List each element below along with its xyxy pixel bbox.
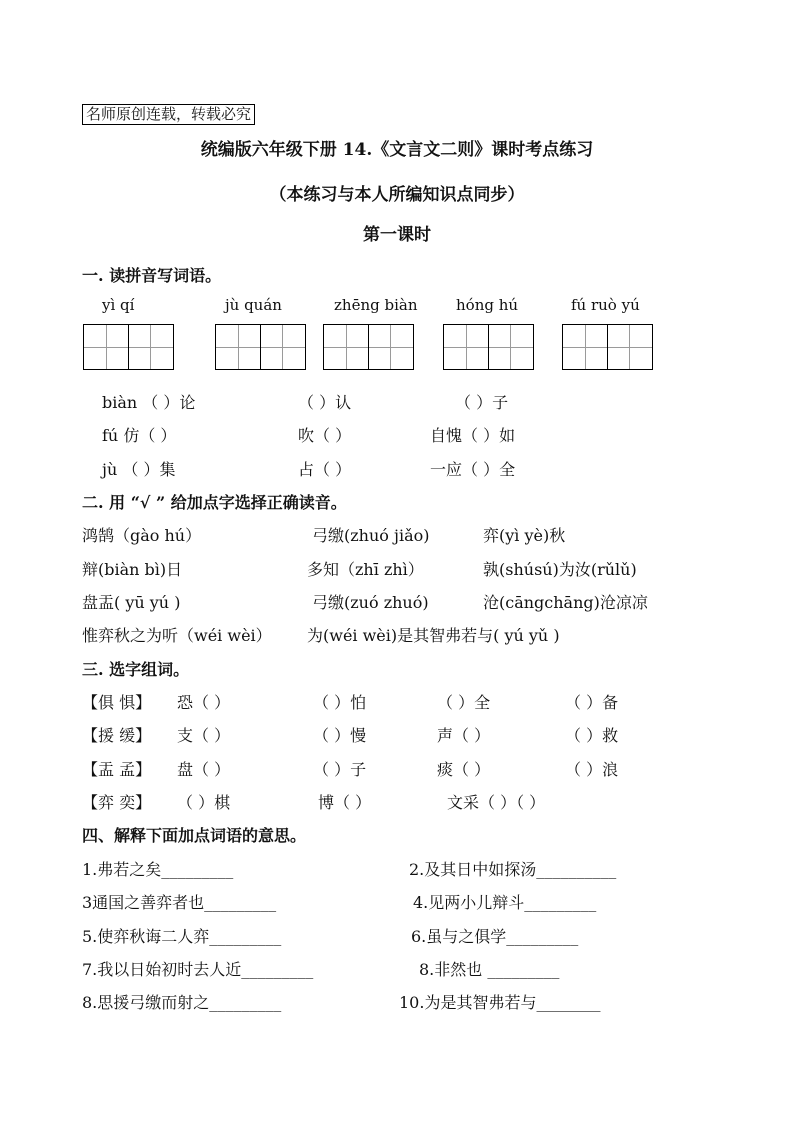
reading-item[interactable]: 鸿鹄（gào hú） xyxy=(82,526,202,545)
worksheet-subtitle: （本练习与本人所编知识点同步） xyxy=(269,185,525,205)
explain-item[interactable]: 7.我以日始初时去人近_________ xyxy=(82,960,314,979)
explain-item[interactable]: 8.思援弓缴而射之_________ xyxy=(82,993,282,1012)
word-blank[interactable]: 声（ ） xyxy=(437,726,491,745)
explain-item[interactable]: 5.使弈秋诲二人弈_________ xyxy=(82,927,282,946)
explain-item[interactable]: 8.非然也 _________ xyxy=(419,960,560,979)
pinyin-5: fú ruò yú xyxy=(571,296,640,314)
worksheet-title: 统编版六年级下册 14.《文言文二则》课时考点练习 xyxy=(200,140,594,160)
word-blank[interactable]: （ ）慢 xyxy=(313,726,367,745)
char-pair: 【援 缓】 xyxy=(82,726,152,745)
word-blank[interactable]: （ ）浪 xyxy=(565,760,619,779)
lesson-label: 第一课时 xyxy=(363,225,431,245)
fill-item: 吹（ ） xyxy=(298,426,352,445)
fill-item: 占（ ） xyxy=(298,460,352,479)
reading-item[interactable]: 多知（zhī zhì） xyxy=(307,560,424,579)
word-blank[interactable]: 博（ ） xyxy=(318,793,372,812)
section-2-heading: 二. 用 “√ ” 给加点字选择正确读音。 xyxy=(82,493,347,512)
pinyin-4: hóng hú xyxy=(456,296,519,314)
fill-item: jù （ ）集 xyxy=(102,460,176,479)
reading-item[interactable]: 弓缴(zhuó jiǎo) xyxy=(312,526,430,545)
fill-item: 一应（ ）全 xyxy=(430,460,516,479)
word-blank[interactable]: （ ）棋 xyxy=(177,793,231,812)
word-blank[interactable]: 文采（ ）（ ） xyxy=(447,793,546,812)
explain-item[interactable]: 1.弗若之矣_________ xyxy=(82,860,234,879)
writing-grid-2[interactable] xyxy=(215,324,306,370)
reading-item[interactable]: 弓缴(zuó zhuó) xyxy=(312,593,429,612)
reading-item[interactable]: 惟弈秋之为听（wéi wèi） xyxy=(82,626,272,645)
explain-item[interactable]: 2.及其日中如探汤__________ xyxy=(409,860,617,879)
word-blank[interactable]: （ ）备 xyxy=(565,693,619,712)
reading-item[interactable]: 弈(yì yè)秋 xyxy=(483,526,566,545)
writing-grid-5[interactable] xyxy=(562,324,653,370)
section-4-heading: 四、解释下面加点词语的意思。 xyxy=(82,826,307,845)
reading-item[interactable]: 沧(cāngchāng)沧凉凉 xyxy=(483,593,648,612)
copyright-badge: 名师原创连载，转载必究 xyxy=(82,104,255,125)
word-blank[interactable]: （ ）子 xyxy=(313,760,367,779)
word-blank[interactable]: 痰（ ） xyxy=(437,760,491,779)
reading-item[interactable]: 盘盂( yū yú ) xyxy=(82,593,181,612)
explain-item[interactable]: 10.为是其智弗若与________ xyxy=(399,993,601,1012)
word-blank[interactable]: （ ）怕 xyxy=(313,693,367,712)
fill-item: fú 仿（ ） xyxy=(102,426,177,445)
explain-item[interactable]: 6.虽与之俱学_________ xyxy=(411,927,579,946)
explain-item[interactable]: 4.见两小儿辩斗_________ xyxy=(413,893,597,912)
fill-item: （ ）子 xyxy=(455,393,509,412)
word-blank[interactable]: （ ）救 xyxy=(565,726,619,745)
writing-grid-3[interactable] xyxy=(323,324,414,370)
char-pair: 【盂 孟】 xyxy=(82,760,152,779)
reading-item[interactable]: 孰(shúsú)为汝(rǔlǔ) xyxy=(483,560,637,579)
section-1-heading: 一. 读拼音写词语。 xyxy=(82,266,222,285)
reading-item[interactable]: 为(wéi wèi)是其智弗若与( yú yǔ ) xyxy=(307,626,560,645)
char-pair: 【弈 奕】 xyxy=(82,793,152,812)
char-pair: 【俱 惧】 xyxy=(82,693,152,712)
fill-item: （ ）认 xyxy=(298,393,352,412)
fill-item: 自愧（ ）如 xyxy=(430,426,516,445)
word-blank[interactable]: 支（ ） xyxy=(177,726,231,745)
pinyin-2: jù quán xyxy=(225,296,282,314)
pinyin-3: zhēng biàn xyxy=(334,296,418,314)
reading-item[interactable]: 辩(biàn bì)日 xyxy=(82,560,183,579)
section-3-heading: 三. 选字组词。 xyxy=(82,660,190,679)
writing-grid-4[interactable] xyxy=(443,324,534,370)
fill-item: biàn （ ）论 xyxy=(102,393,196,412)
pinyin-1: yì qí xyxy=(102,296,135,314)
writing-grid-1[interactable] xyxy=(83,324,174,370)
word-blank[interactable]: （ ）全 xyxy=(437,693,491,712)
word-blank[interactable]: 盘（ ） xyxy=(177,760,231,779)
word-blank[interactable]: 恐（ ） xyxy=(177,693,231,712)
explain-item[interactable]: 3通国之善弈者也_________ xyxy=(82,893,277,912)
